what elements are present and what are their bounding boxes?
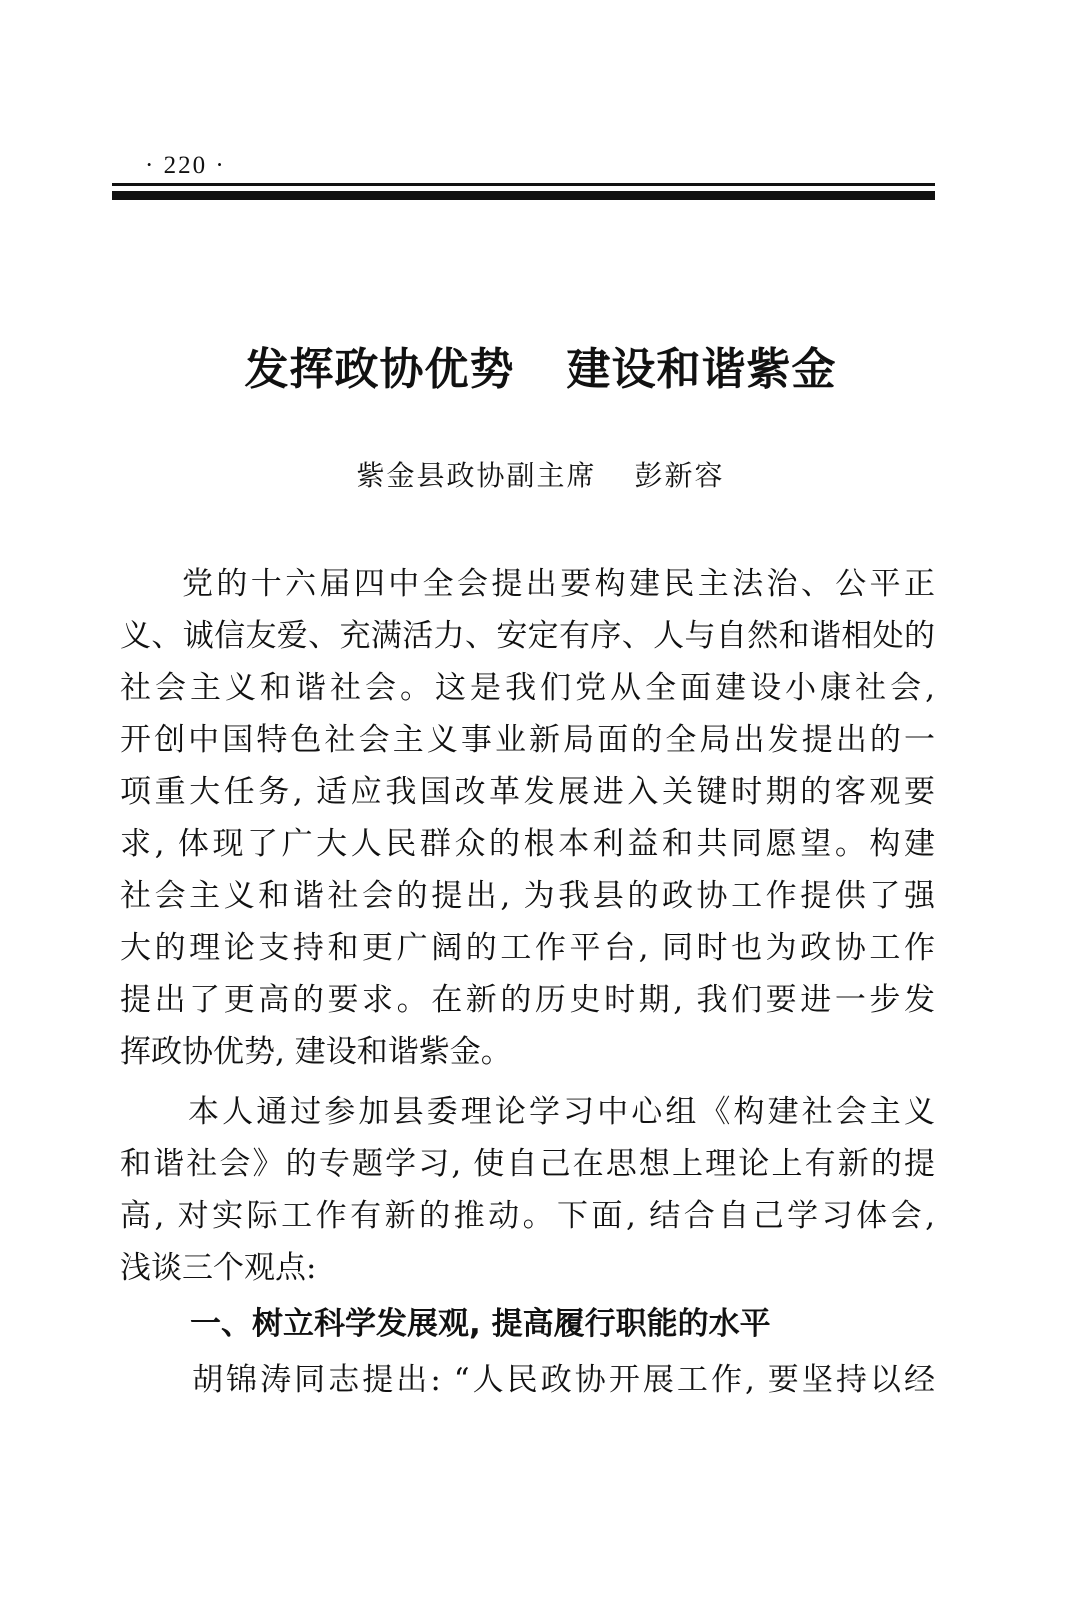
- title-part-1: 发挥政协优势: [244, 344, 515, 395]
- header-rule-thin: [112, 183, 935, 186]
- body-line: 本人通过参加县委理论学习中心组《构建社会主义: [188, 1094, 935, 1130]
- page-number: · 220 ·: [145, 152, 226, 179]
- body-line: 提出了更高的要求。在新的历史时期, 我们要进一步发: [120, 982, 935, 1018]
- author-name: 彭新容: [634, 459, 725, 492]
- article-title: [0, 333, 1081, 397]
- body-line: 社会主义和谐社会的提出, 为我县的政协工作提供了强: [120, 878, 935, 914]
- body-line: 求, 体现了广大人民群众的根本利益和共同愿望。构建: [120, 826, 935, 862]
- body-line: 浅谈三个观点:: [120, 1250, 317, 1286]
- section-heading: 一、树立科学发展观, 提高履行职能的水平: [190, 1306, 771, 1342]
- body-line: 项重大任务, 适应我国改革发展进入关键时期的客观要: [120, 774, 935, 810]
- body-line: 和谐社会》的专题学习, 使自己在思想上理论上有新的提: [120, 1146, 935, 1182]
- body-line: 高, 对实际工作有新的推动。下面, 结合自己学习体会,: [120, 1198, 935, 1234]
- body-line: 社会主义和谐社会。这是我们党从全面建设小康社会,: [120, 670, 935, 706]
- body-line: 义、诚信友爱、充满活力、安定有序、人与自然和谐相处的: [120, 618, 935, 654]
- header-rule-thick: [112, 191, 935, 200]
- body-line: 党的十六届四中全会提出要构建民主法治、公平正: [182, 566, 935, 602]
- author-byline: [0, 454, 1081, 494]
- body-line: 挥政协优势, 建设和谐紫金。: [120, 1034, 512, 1070]
- author-role: 紫金县政协副主席: [356, 459, 597, 492]
- body-line: 大的理论支持和更广阔的工作平台, 同时也为政协工作: [120, 930, 935, 966]
- body-line: 胡锦涛同志提出: “人民政协开展工作, 要坚持以经: [192, 1362, 935, 1398]
- title-part-2: 建设和谐紫金: [566, 344, 837, 395]
- body-line: 开创中国特色社会主义事业新局面的全局出发提出的一: [120, 722, 935, 758]
